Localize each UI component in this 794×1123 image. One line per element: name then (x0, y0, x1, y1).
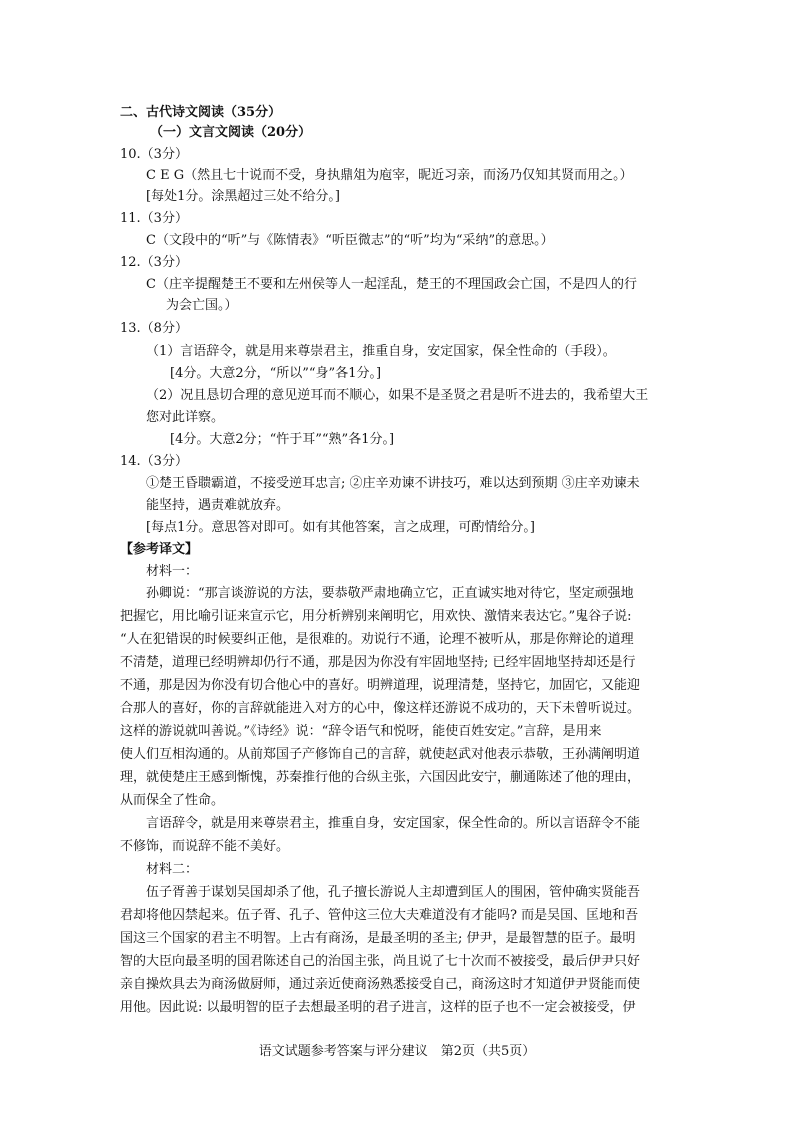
material1-paragraph2-line: 不修饰，而说辞不能不美好。 (120, 839, 290, 854)
q13-answer2-line1: （2）况且恳切合理的意见逆耳而不顺心，如果不是圣贤之君是听不进去的，我希望大王 (146, 388, 649, 403)
page-footer: 语文试题参考答案与评分建议 第2页（共5页） (258, 1044, 536, 1059)
q13-label: 13.（8分） (120, 321, 188, 336)
q11-answer: C（文段中的“听”与《陈情表》“听臣微志”的“听”均为“采纳”的意思。） (146, 233, 554, 248)
material1-line: 不通，那是因为你没有切合他心中的喜好。明辨道理，说理清楚，坚持它，加固它，又能迎 (120, 678, 641, 693)
material1-line: 这样的游说就叫善说。”《诗经》说：“辞令语气和悦呀，能使百姓安定。”言辞，是用来 (120, 724, 602, 739)
material2-line: 伍子胥善于谋划吴国却杀了他，孔子擅长游说人主却遭到匡人的围困，管仲确实贤能吾 (146, 885, 641, 900)
material1-line: 合那人的喜好，你的言辞就能进入对方的心中，像这样还游说不成功的，天下未曾听说过。 (120, 701, 641, 716)
q13-answer1-note: [4分。大意2分，“所以”“身”各1分。] (170, 366, 382, 381)
q13-answer2-note: [4分。大意2分；“忤于耳”“熟”各1分。] (170, 432, 395, 447)
material2-line: 国这三个国家的君主不明智。上古有商汤，是最圣明的圣主; 伊尹，是最智慧的臣子。最明 (120, 931, 636, 946)
q14-answer-line2: 能坚持，遇责难就放弃。 (146, 498, 290, 513)
material2-line: 用他。因此说: 以最明智的臣子去想最圣明的君子进言，这样的臣子也不一定会被接受，伊 (120, 1000, 636, 1015)
material1-title: 材料一： (146, 564, 199, 579)
material1-paragraph2-line: 言语辞令，就是用来尊崇君主，推重自身，安定国家，保全性命的。所以言语辞令不能 (146, 816, 641, 831)
q10-note: [每处1分。涂黑超过三处不给分。] (146, 189, 340, 204)
section-title: 二、古代诗文阅读（35分） (120, 105, 282, 120)
material1-line: “人在犯错误的时候要纠正他，是很难的。劝说行不通，论理不被听从，那是你辩论的道理 (120, 632, 634, 647)
q12-answer-line1: C（庄辛提醒楚王不要和左州侯等人一起淫乱，楚王的不理国政会亡国，不是四人的行 (146, 277, 637, 292)
q10-label: 10.（3分） (120, 147, 188, 162)
material2-line: 君却将他囚禁起来。伍子胥、孔子、管仲这三位大夫难道没有才能吗? 而是吴国、匡地和吾 (120, 908, 639, 923)
material1-line: 不清楚，道理已经明辨却仍行不通，那是因为你没有牢固地坚持; 已经牢固地坚持却还是行 (120, 655, 636, 670)
material2-line: 智的大臣向最圣明的国君陈述自己的治国主张，尚且说了七十次而不被接受，最后伊尹只好 (120, 954, 641, 969)
material1-line: 把握它，用比喻引证来宣示它，用分析辨别来阐明它，用欢快、激情来表达它。”鬼谷子说: (120, 609, 632, 624)
material1-line: 使人们互相沟通的。从前郑国子产修饰自己的言辞，就使赵武对他表示恭敬，王孙满阐明道 (120, 747, 641, 762)
material1-line: 孙卿说：“那言谈游说的方法，要恭敬严肃地确立它，正直诚实地对待它，坚定顽强地 (146, 586, 634, 601)
material2-line: 亲自操炊具去为商汤做厨师，通过亲近使商汤熟悉接受自己，商汤这时才知道伊尹贤能而使 (120, 977, 641, 992)
q10-answer: C E G（然且七十说而不受，身执鼎俎为庖宰，昵近习亲，而汤乃仅知其贤而用之。） (146, 168, 633, 183)
q11-label: 11.（3分） (120, 211, 188, 226)
material1-line: 从而保全了性命。 (120, 793, 225, 808)
q14-answer-line1: ①楚王昏聩霸道，不接受逆耳忠言; ②庄辛劝谏不讲技巧，难以达到预期 ③庄辛劝谏未 (146, 476, 640, 491)
q13-answer2-line2: 您对此详察。 (146, 410, 225, 425)
material1-line: 理，就使楚庄王感到惭愧，苏秦推行他的合纵主张，六国因此安宁，蒯通陈述了他的理由， (120, 770, 641, 785)
subsection-title: （一）文言文阅读（20分） (150, 125, 312, 140)
material2-title: 材料二： (146, 862, 199, 877)
q13-answer1: （1）言语辞令，就是用来尊崇君主，推重自身，安定国家，保全性命的（手段）。 (146, 344, 616, 359)
translation-title: 【参考译文】 (120, 542, 199, 557)
q12-answer-line2: 为会亡国。） (166, 298, 238, 313)
q14-label: 14.（3分） (120, 454, 188, 469)
q14-note: [每点1分。意思答对即可。如有其他答案，言之成理，可酌情给分。] (146, 520, 535, 535)
q12-label: 12.（3分） (120, 255, 188, 270)
